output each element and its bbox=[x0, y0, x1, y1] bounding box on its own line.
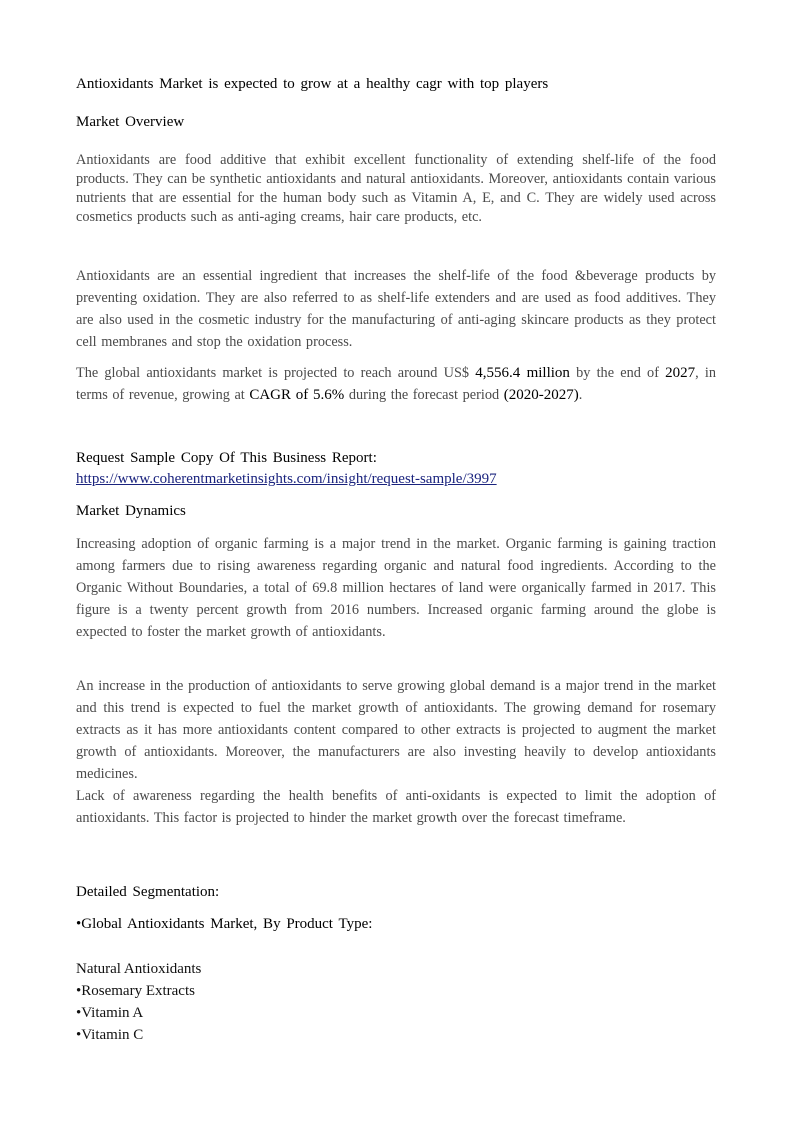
dynamics-paragraph-2: An increase in the production of antioxidants to serve growing global demand is a major trend in the market and this trend is expected to fuel the market growth of antioxidants. The growing demand for rosemary extracts as it has more antioxidants content compared to other extracts is projected to augment the market growth of antioxidants. Moreover, the manufacturers are also investing heavily to develop antioxidants medicines. bbox=[76, 678, 716, 782]
dynamics-paragraph-3: Lack of awareness regarding the health benefits of anti-oxidants is expected to limit the adoption of antioxidants. This factor is projected to hinder the market growth over the forecast timeframe. bbox=[76, 788, 716, 826]
page-title: Antioxidants Market is expected to grow at a healthy cagr with top players bbox=[76, 76, 549, 92]
request-sample-label: Request Sample Copy Of This Business Report: bbox=[76, 450, 377, 466]
market-size-year: 2027 bbox=[665, 365, 696, 381]
product-type-heading: •Global Antioxidants Market, By Product Type: bbox=[76, 916, 373, 932]
detailed-segmentation-heading: Detailed Segmentation: bbox=[76, 884, 220, 900]
market-size-text-3: , in terms of revenue, growing at bbox=[76, 365, 717, 403]
list-item: •Vitamin C bbox=[76, 1027, 144, 1043]
list-item: •Vitamin A bbox=[76, 1005, 144, 1021]
market-overview-heading: Market Overview bbox=[76, 114, 185, 130]
list-item: Natural Antioxidants bbox=[76, 961, 202, 977]
market-cagr: CAGR of 5.6% bbox=[249, 387, 345, 403]
list-item: •Rosemary Extracts bbox=[76, 983, 195, 999]
market-size-text-1: The global antioxidants market is projected to reach around US$ bbox=[76, 365, 476, 381]
product-type-list bbox=[76, 958, 716, 1046]
market-size-text-2: by the end of bbox=[569, 365, 666, 381]
overview-paragraph-3 bbox=[76, 362, 716, 406]
market-dynamics-heading: Market Dynamics bbox=[76, 503, 186, 519]
overview-paragraph-2: Antioxidants are an essential ingredient that increases the shelf-life of the food &beverage products by preventing oxidation. They are also referred to as shelf-life extenders and are used as food additives. They are also used in the cosmetic industry for the manufacturing of anti-aging skincare products as they protect cell membranes and stop the oxidation process. bbox=[76, 268, 716, 350]
market-size-text-4: during the forecast period bbox=[344, 387, 504, 403]
market-size-text-5: . bbox=[578, 387, 583, 403]
market-size-value: 4,556.4 million bbox=[475, 365, 570, 381]
request-sample-link[interactable]: https://www.coherentmarketinsights.com/insight/request-sample/3997 bbox=[76, 471, 497, 487]
forecast-period: (2020-2027) bbox=[503, 387, 579, 403]
dynamics-paragraph-1: Increasing adoption of organic farming is a major trend in the market. Organic farming is gaining traction among farmers due to rising awareness regarding organic and natural food ingredients. According to the Organic Without Boundaries, a total of 69.8 million hectares of land were organically farmed in 2017. This figure is a twenty percent growth from 2016 numbers. Increased organic farming around the globe is expected to foster the market growth of antioxidants. bbox=[76, 536, 716, 640]
overview-paragraph-1: Antioxidants are food additive that exhibit excellent functionality of extending shelf-life of the food products. They can be synthetic antioxidants and natural antioxidants. Moreover, antioxidants contain various nutrients that are essential for the human body such as Vitamin A, E, and C. They are widely used across cosmetics products such as anti-aging creams, hair care products, etc. bbox=[76, 152, 716, 225]
